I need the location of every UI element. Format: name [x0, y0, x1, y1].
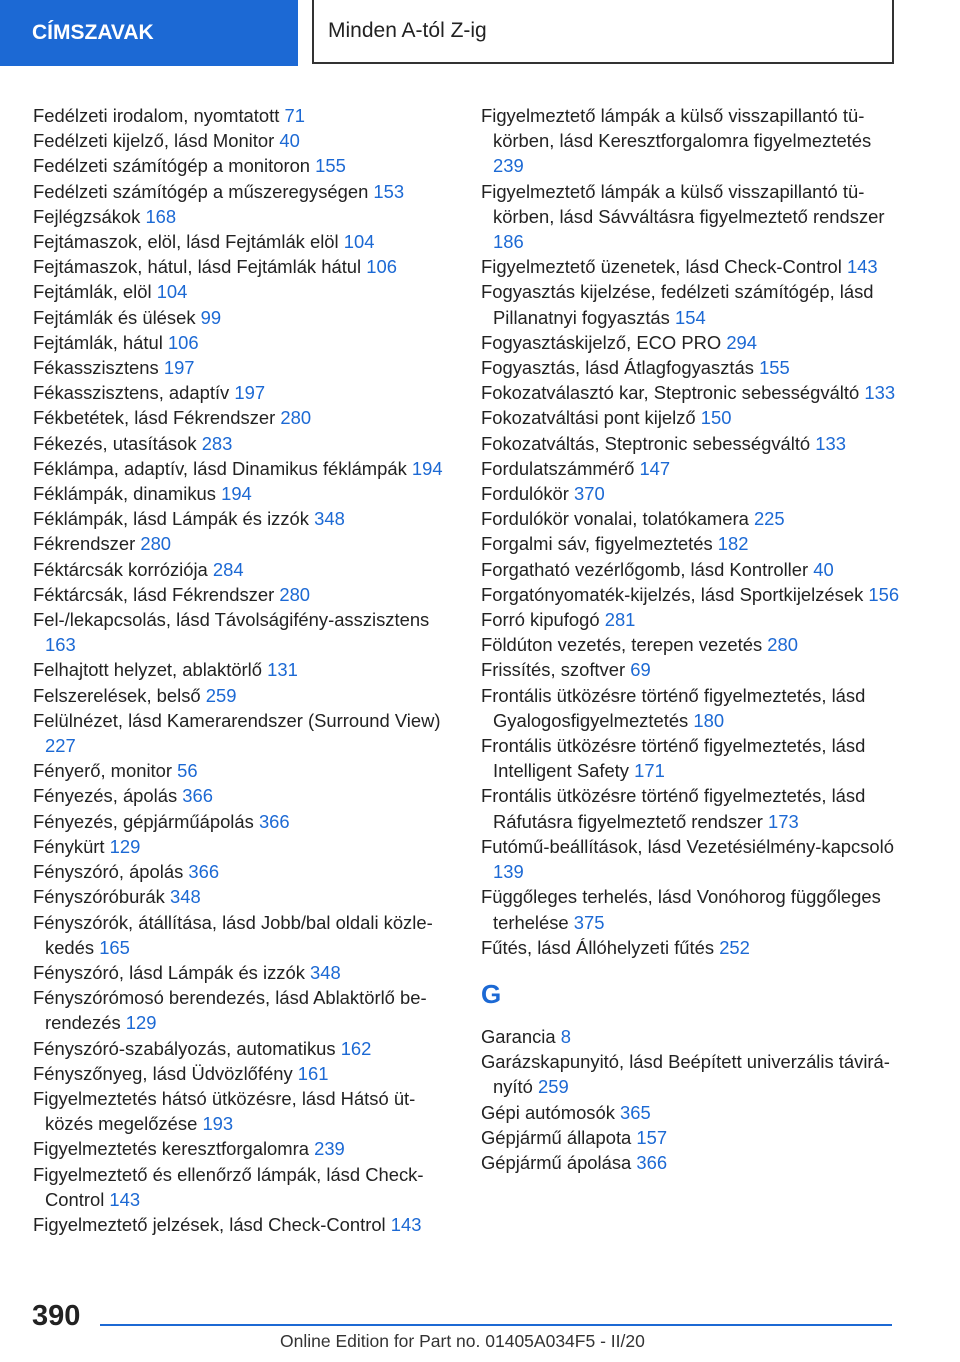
index-entry-text: Fényszőnyeg, lásd Üdvözlőfény	[33, 1062, 293, 1084]
index-page-link[interactable]: 139	[493, 861, 524, 883]
index-entry	[481, 103, 901, 179]
index-page-link[interactable]: 106	[167, 331, 199, 353]
index-page-link[interactable]: 155	[759, 357, 790, 379]
section-tab[interactable]	[0, 0, 298, 66]
index-entry-text: Fényszóró-szabályozás, automatikus	[33, 1037, 336, 1059]
index-page-link[interactable]: 280	[279, 583, 311, 605]
index-page-link[interactable]: 150	[700, 407, 732, 429]
index-entry	[481, 632, 901, 657]
index-entry	[33, 229, 443, 254]
index-entry-text: Fejtámaszok, elöl, lásd Fejtámlák elöl	[33, 231, 339, 253]
index-entry-text: Fedélzeti irodalom, nyomtatott	[33, 105, 280, 126]
index-page-link[interactable]: 165	[99, 936, 130, 958]
index-page-link[interactable]: 365	[620, 1101, 651, 1123]
index-column-left	[33, 103, 443, 1237]
index-page-link[interactable]: 133	[864, 382, 896, 404]
index-page-link[interactable]: 348	[310, 961, 341, 983]
index-page-link[interactable]: 161	[297, 1062, 329, 1084]
index-entry	[33, 557, 443, 582]
index-entry	[481, 330, 901, 355]
index-entry	[33, 481, 443, 506]
index-entry	[33, 254, 443, 279]
index-entry-text: Fényszóróburák	[33, 886, 165, 908]
index-page-link[interactable]: 284	[212, 558, 244, 580]
chapter-title-label: Minden A-tól Z-ig	[328, 19, 487, 42]
index-page-link[interactable]: 225	[753, 508, 785, 530]
index-entry	[481, 431, 901, 456]
index-entry-text: Garázskapunyitó, lásd Beépített univerzális távirányító	[481, 1051, 890, 1098]
index-entry	[481, 607, 901, 632]
index-page-link[interactable]: 259	[205, 684, 237, 706]
index-page-link[interactable]: 239	[493, 155, 524, 177]
index-page-link[interactable]: 348	[170, 886, 201, 908]
index-entry	[33, 405, 443, 430]
index-entry	[33, 758, 443, 783]
index-entry-text: Fejtámlák és ülések	[33, 306, 196, 328]
index-entry-text: Felülnézet, lásd Kamerarendszer (Surround View)	[33, 709, 441, 731]
index-entry	[33, 708, 443, 758]
index-entry-text: Figyelmeztető és ellenőrző lámpák, lásd Check-Control	[33, 1163, 424, 1210]
index-entry-text: Figyelmeztető jelzések, lásd Check-Control	[33, 1213, 386, 1235]
index-entry	[33, 834, 443, 859]
index-page-link[interactable]: 104	[156, 281, 188, 303]
index-page-link[interactable]: 71	[284, 105, 305, 126]
index-page-link[interactable]: 106	[366, 256, 397, 278]
index-entry-text: Fel-/lekapcsolás, lásd Távolságifény-asszisztens	[33, 609, 430, 631]
index-page-link[interactable]: 283	[201, 432, 233, 454]
index-page-link[interactable]: 294	[726, 331, 757, 353]
index-entry	[481, 582, 901, 607]
index-entry-text: Fényezés, gépjárműápolás	[33, 810, 254, 832]
index-page-link[interactable]: 171	[634, 760, 665, 782]
index-page-link[interactable]: 129	[125, 1012, 157, 1034]
index-page-link[interactable]: 348	[314, 508, 345, 530]
index-entry-text: Gépi autómosók	[481, 1101, 615, 1123]
index-page-link[interactable]: 133	[815, 432, 846, 454]
index-page-link[interactable]: 154	[674, 306, 706, 328]
index-page-link[interactable]: 143	[846, 256, 878, 278]
index-entry	[33, 1212, 443, 1237]
index-page-link[interactable]: 366	[636, 1151, 668, 1173]
index-entry-text: Figyelmeztető üzenetek, lásd Check-Control	[481, 256, 842, 278]
index-page-link[interactable]: 280	[140, 533, 172, 555]
index-entry	[33, 884, 443, 909]
index-page-link[interactable]: 147	[639, 457, 671, 479]
index-page-link[interactable]: 8	[560, 1025, 571, 1047]
index-entry-text: Féktárcsák korróziója	[33, 558, 208, 580]
index-entry-text: Forró kipufogó	[481, 609, 600, 631]
index-entry-text: Fokozatváltási pont kijelző	[481, 407, 696, 429]
index-entry-text: Gépjármű ápolása	[481, 1151, 632, 1173]
index-entry	[481, 1049, 901, 1099]
index-entry-text: Fékezés, utasítások	[33, 432, 197, 454]
index-entry	[33, 179, 443, 204]
index-entry-text: Fényszórók, átállítása, lásd Jobb/bal oldali közlekedés	[33, 911, 433, 958]
index-entry-text: Frontális ütközésre történő figyelmeztetés, lásd Ráfutásra figyelmeztető rendszer	[481, 785, 866, 832]
index-entry	[33, 305, 443, 330]
index-page-link[interactable]: 259	[538, 1076, 569, 1098]
index-entry-text: Fordulatszámmérő	[481, 457, 635, 479]
index-page-link[interactable]: 129	[109, 835, 141, 857]
index-entry-text: Figyelmeztetés hátsó ütközésre, lásd Hátsó ütközés megelőzése	[33, 1087, 416, 1135]
footer-divider	[100, 1324, 892, 1326]
index-page-link[interactable]: 180	[693, 709, 725, 731]
index-entry-text: Forgatható vezérlőgomb, lásd Kontroller	[481, 558, 809, 580]
index-entry	[481, 405, 901, 430]
index-page-link[interactable]: 193	[202, 1113, 234, 1135]
index-entry	[33, 431, 443, 456]
index-page-link[interactable]: 197	[163, 357, 195, 379]
index-page-link[interactable]: 40	[813, 558, 834, 580]
index-page-link[interactable]: 168	[145, 205, 177, 227]
index-entry	[33, 657, 443, 682]
index-page-link[interactable]: 366	[182, 785, 213, 807]
index-entry-text: Fogyasztáskijelző, ECO PRO	[481, 331, 722, 353]
index-entry-text: Gépjármű állapota	[481, 1126, 632, 1148]
index-entry	[33, 1162, 443, 1212]
index-entry	[481, 355, 901, 380]
index-entry-text: Forgatónyomaték-kijelzés, lásd Sportkijelzések	[481, 583, 864, 605]
index-entry-text: Figyelmeztető lámpák a külső visszapillantó tükörben, lásd Sávváltásra figyelmeztető rendszer	[481, 180, 885, 227]
index-entry	[481, 935, 901, 960]
index-entry	[33, 607, 443, 657]
index-page-link[interactable]: 153	[373, 180, 405, 202]
section-tab-label: CÍMSZAVAK	[32, 21, 154, 44]
index-entry-text: Függőleges terhelés, lásd Vonóhorog függőleges terhelése	[481, 886, 881, 933]
index-page-link[interactable]: 69	[630, 659, 651, 681]
index-page-link[interactable]: 280	[280, 407, 312, 429]
index-entry-text: Fényszórómosó berendezés, lásd Ablaktörlő berendezés	[33, 987, 427, 1034]
index-entry	[33, 1036, 443, 1061]
index-entry	[33, 809, 443, 834]
index-page-link[interactable]: 157	[636, 1126, 668, 1148]
index-entry-text: Fokozatváltás, Steptronic sebességváltó	[481, 432, 811, 454]
index-entry	[481, 1100, 901, 1125]
footer-edition-text: Online Edition for Part no. 01405A034F5 - II/20	[280, 1331, 645, 1351]
index-page-link[interactable]: 194	[411, 457, 443, 479]
index-entry-text: Fogyasztás kijelzése, fedélzeti számítógép, lásd Pillanatnyi fogyasztás	[481, 281, 874, 328]
index-entry-text: Fékasszisztens	[33, 357, 159, 379]
index-entry	[481, 783, 901, 833]
index-page-link[interactable]: 131	[267, 659, 298, 681]
index-entry	[481, 884, 901, 934]
index-page-link[interactable]: 173	[767, 810, 799, 832]
index-entry	[33, 531, 443, 556]
index-entry-text: Futómű-beállítások, lásd Vezetésiélmény-kapcsoló	[481, 835, 894, 857]
index-entry	[33, 355, 443, 380]
index-entry-text: Figyelmeztető lámpák a külső visszapillantó tükörben, lásd Keresztforgalomra figyelmeztetés	[481, 105, 872, 152]
index-entry-text: Féklámpa, adaptív, lásd Dinamikus féklámpák	[33, 457, 407, 479]
index-entry-text: Fénykürt	[33, 835, 105, 857]
index-entry-text: Féktárcsák, lásd Fékrendszer	[33, 583, 275, 605]
index-entry-text: Fejtámlák, elöl	[33, 281, 152, 303]
chapter-title-tab[interactable]	[312, 0, 894, 64]
index-entry	[481, 657, 901, 682]
index-entry	[33, 380, 443, 405]
index-entry	[33, 103, 443, 128]
index-entry-text: Fogyasztás, lásd Átlagfogyasztás	[481, 357, 754, 379]
index-page-link[interactable]: 143	[390, 1213, 422, 1235]
index-entry	[33, 456, 443, 481]
page-number: 390	[32, 1300, 81, 1332]
index-entry	[481, 481, 901, 506]
index-page-link[interactable]: 155	[315, 155, 346, 177]
index-page-link[interactable]: 197	[234, 382, 266, 404]
index-entry	[33, 330, 443, 355]
index-entry	[33, 153, 443, 178]
index-page-link[interactable]: 104	[343, 231, 375, 253]
index-entry-text: Felszerelések, belső	[33, 684, 201, 706]
index-entry	[481, 254, 901, 279]
index-entry-text: Frontális ütközésre történő figyelmeztetés, lásd Gyalogosfigyelmeztetés	[481, 684, 866, 731]
index-entry-text: Földúton vezetés, terepen vezetés	[481, 634, 763, 656]
index-entry-text: Fokozatválasztó kar, Steptronic sebességváltó	[481, 382, 860, 404]
index-page-link[interactable]: 163	[45, 634, 76, 656]
index-entry-text: Fékasszisztens, adaptív	[33, 382, 230, 404]
index-entry	[33, 683, 443, 708]
page-header	[0, 0, 960, 66]
index-entry	[481, 733, 901, 783]
index-entry	[33, 1136, 443, 1161]
index-entry-text: Fényszóró, lásd Lámpák és izzók	[33, 961, 305, 983]
index-entry	[33, 783, 443, 808]
index-entry-text: Fényerő, monitor	[33, 760, 173, 782]
index-entry-text: Fejlégzsákok	[33, 205, 141, 227]
index-column-right	[481, 103, 901, 1175]
index-entry	[33, 910, 443, 960]
index-entry	[33, 859, 443, 884]
index-entry	[481, 531, 901, 556]
index-entry-text: Fordulókör	[481, 483, 569, 505]
index-entry	[33, 985, 443, 1035]
index-entry-text: Féklámpák, lásd Lámpák és izzók	[33, 508, 309, 530]
index-entry	[33, 960, 443, 985]
index-entry	[481, 506, 901, 531]
index-entry-text: Fejtámlák, hátul	[33, 331, 163, 353]
index-page-link[interactable]: 194	[221, 483, 252, 505]
index-entry-text: Fényezés, ápolás	[33, 785, 178, 807]
index-entry-text: Garancia	[481, 1025, 556, 1047]
index-page-link[interactable]: 280	[767, 634, 798, 656]
index-entry	[481, 1125, 901, 1150]
index-page-link[interactable]: 186	[493, 231, 524, 253]
index-page-link[interactable]: 156	[868, 583, 900, 605]
index-page-link[interactable]: 162	[340, 1037, 372, 1059]
index-entry-text: Fedélzeti kijelző, lásd Monitor	[33, 130, 275, 152]
index-entry	[481, 1024, 901, 1049]
index-entry-text: Fűtés, lásd Állóhelyzeti fűtés	[481, 936, 715, 958]
index-letter-heading: G	[481, 978, 502, 1009]
index-page-link[interactable]: 366	[258, 810, 290, 832]
index-entry-text: Fedélzeti számítógép a monitoron	[33, 155, 311, 177]
index-entry-text: Figyelmeztetés keresztforgalomra	[33, 1138, 309, 1160]
index-page-link[interactable]: 375	[573, 911, 605, 933]
index-entry	[481, 1150, 901, 1175]
index-list-g	[481, 1024, 901, 1175]
index-entry-text: Frissítés, szoftver	[481, 659, 626, 681]
index-entry	[33, 279, 443, 304]
index-entry	[481, 380, 901, 405]
index-page-link[interactable]: 99	[200, 306, 222, 328]
index-page-link[interactable]: 239	[314, 1138, 345, 1160]
index-entry-text: Fékrendszer	[33, 533, 136, 555]
index-entry	[481, 456, 901, 481]
index-page-link[interactable]: 40	[279, 130, 300, 152]
index-page-link[interactable]: 227	[45, 735, 76, 757]
index-entry	[481, 834, 901, 884]
index-entry	[33, 128, 443, 153]
index-entry	[33, 1061, 443, 1086]
index-entry	[481, 179, 901, 255]
index-entry-text: Fejtámaszok, hátul, lásd Fejtámlák hátul	[33, 256, 362, 278]
index-page-link[interactable]: 143	[109, 1188, 141, 1210]
index-entry	[33, 506, 443, 531]
index-entry	[33, 1086, 443, 1136]
index-page-link[interactable]: 182	[717, 533, 749, 555]
index-entry-text: Felhajtott helyzet, ablaktörlő	[33, 659, 262, 681]
index-page-link[interactable]: 366	[188, 861, 220, 883]
index-page-link[interactable]: 370	[574, 483, 605, 505]
index-page-link[interactable]: 56	[177, 760, 198, 782]
index-entry	[33, 582, 443, 607]
index-page-link[interactable]: 281	[604, 609, 636, 631]
index-entry	[33, 204, 443, 229]
index-list-f-continued	[481, 103, 901, 960]
index-entry-text: Féklámpák, dinamikus	[33, 483, 216, 505]
index-entry	[481, 557, 901, 582]
index-entry	[481, 279, 901, 329]
index-entry-text: Forgalmi sáv, figyelmeztetés	[481, 533, 713, 555]
index-entry-text: Fordulókör vonalai, tolatókamera	[481, 508, 749, 530]
index-page-link[interactable]: 252	[719, 936, 750, 958]
index-entry-text: Frontális ütközésre történő figyelmeztetés, lásd Intelligent Safety	[481, 735, 866, 782]
index-entry	[481, 683, 901, 733]
index-entry-text: Fékbetétek, lásd Fékrendszer	[33, 407, 276, 429]
index-entry-text: Fedélzeti számítógép a műszeregységen	[33, 180, 369, 202]
index-entry-text: Fényszóró, ápolás	[33, 861, 184, 883]
